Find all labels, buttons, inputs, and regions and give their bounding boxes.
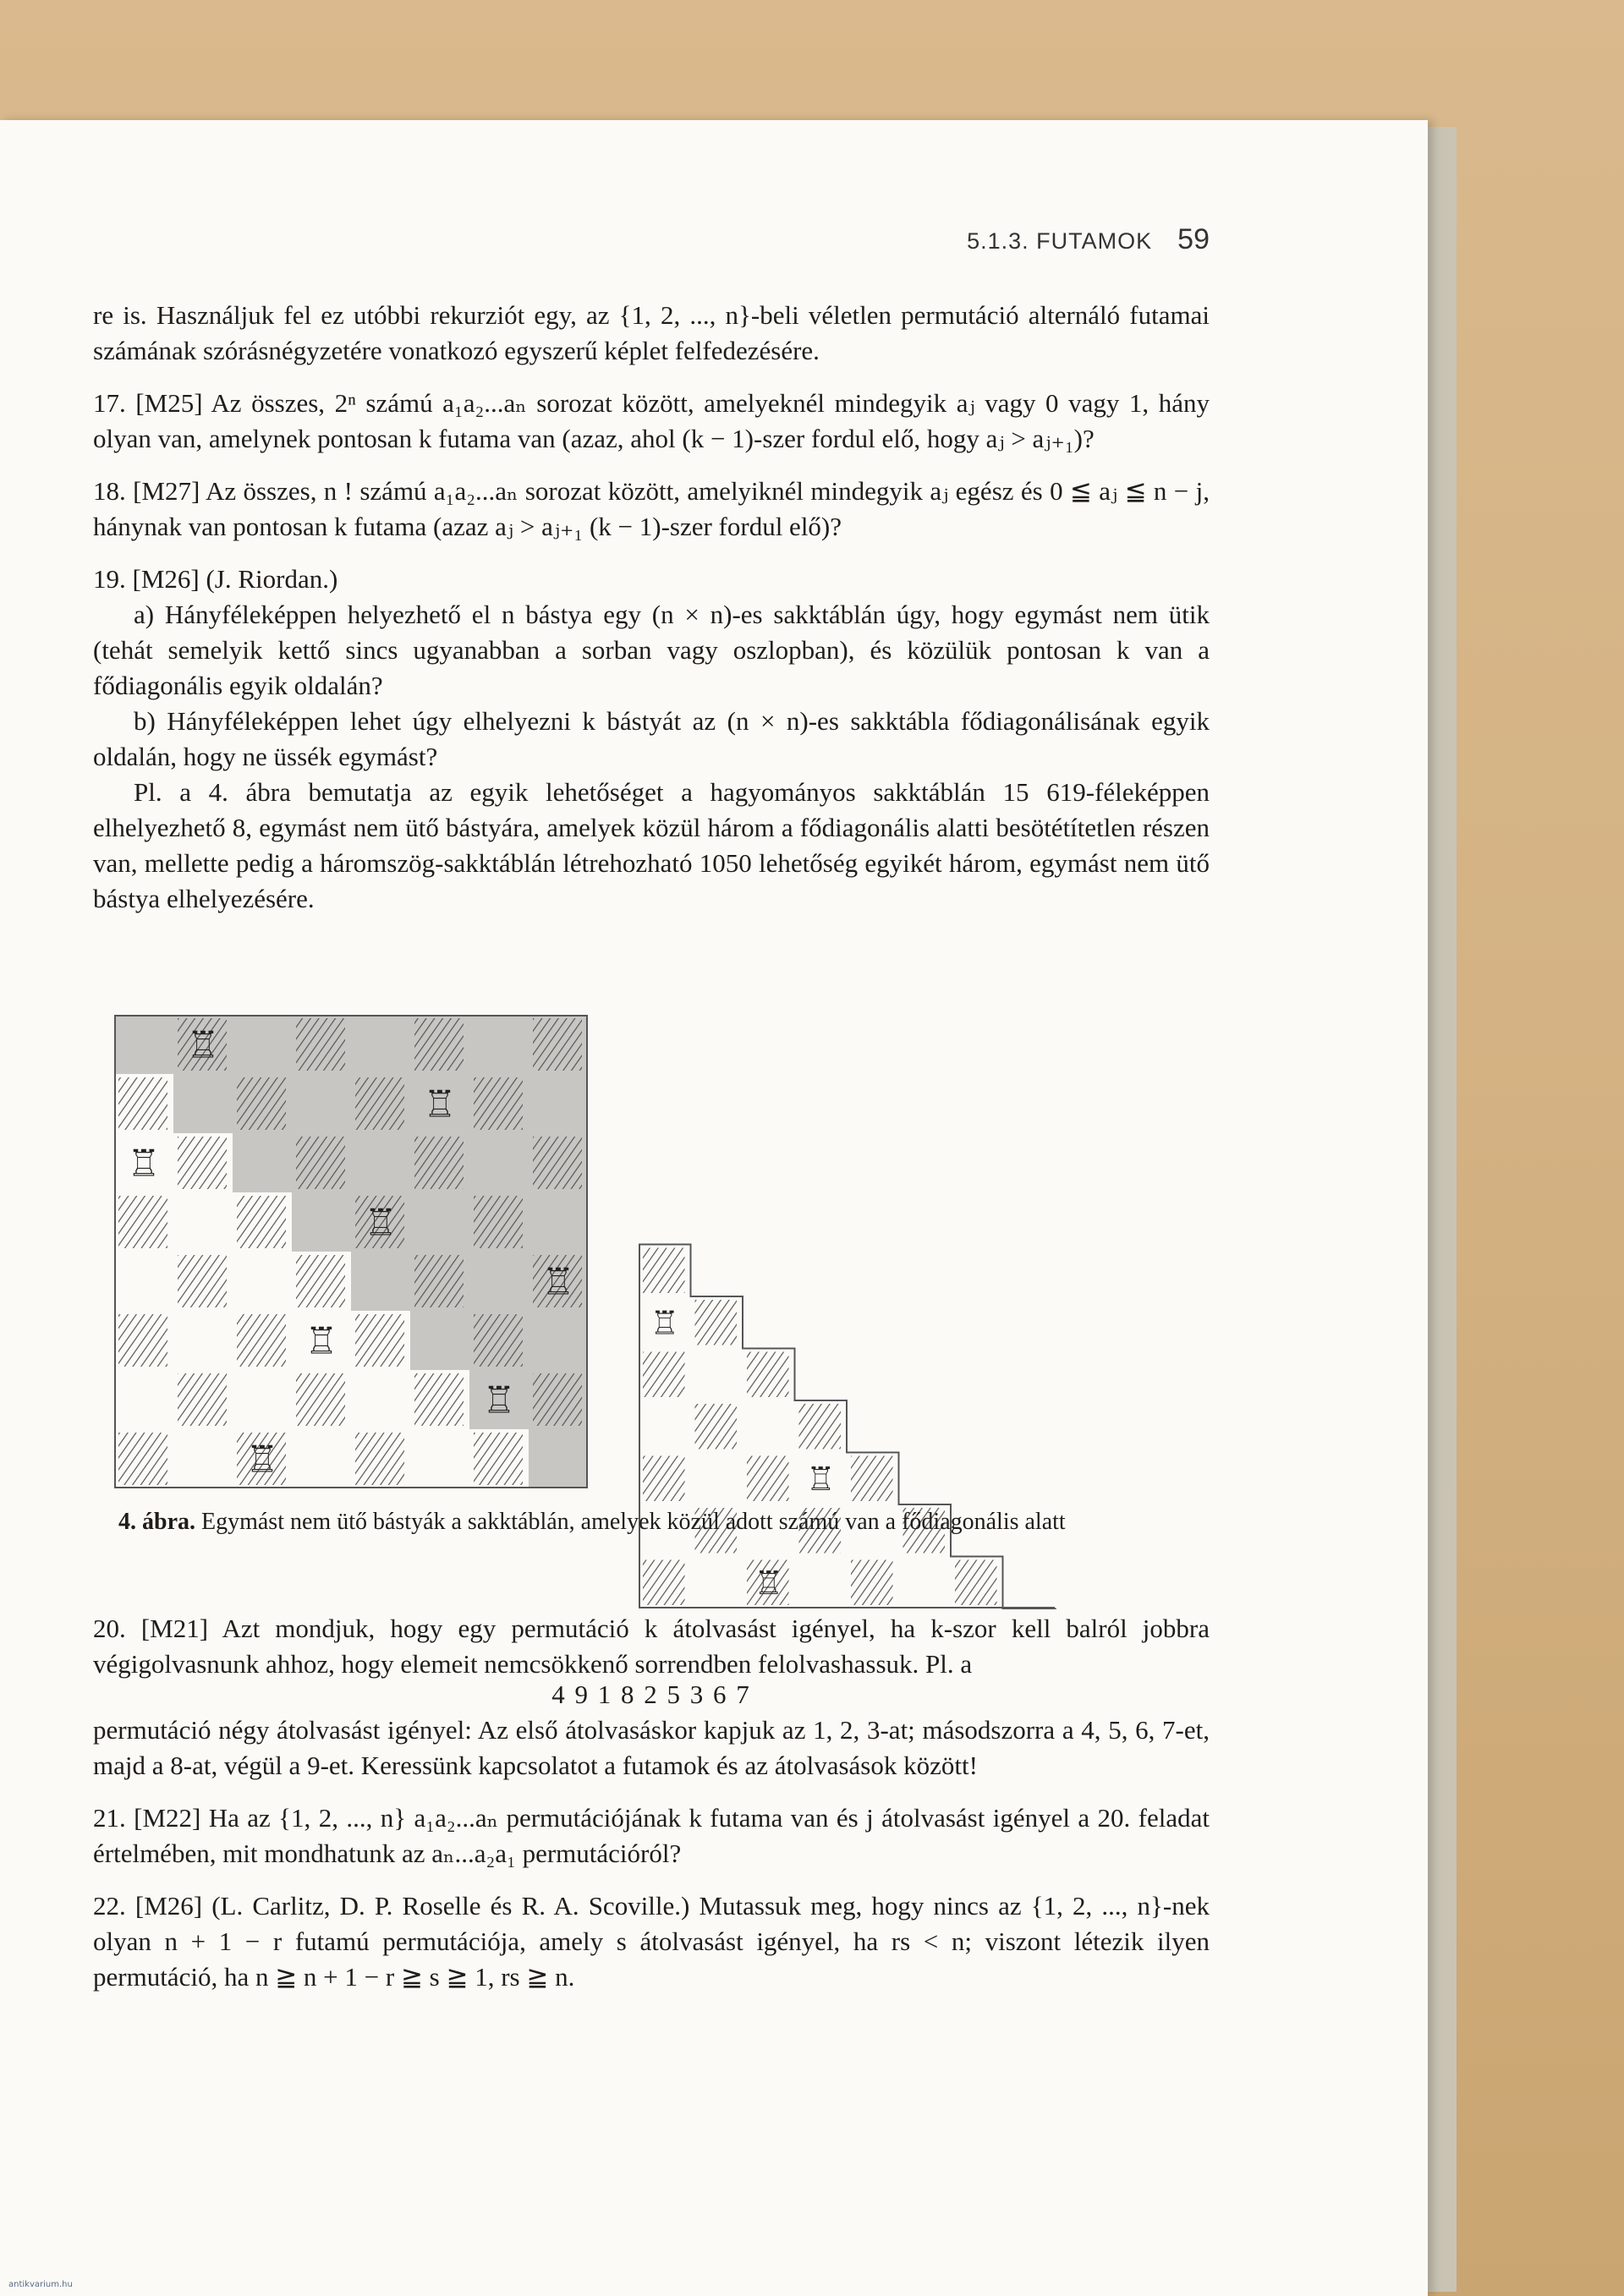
page-number: 59: [1177, 223, 1210, 255]
exercise-19-example: Pl. a 4. ábra bemutatja az egyik lehetőséget a hagyományos sakktáblán 15 619-féleképpen elhelyezhető 8, egymást nem ütő bástyára, amelyek közül három a fődiagonális alatti besötétítetlen részen van, mellette pedig a háromszög-sakktáblán létrehozható 1050 lehetőség egyikét három, egymást nem ütő bástya elhelyezésére.: [93, 777, 1210, 913]
rook-icon: ♖: [127, 1143, 161, 1186]
exercise-20-continued: permutáció négy átolvasást igényel: Az első átolvasáskor kapjuk az 1, 2, 3-at; másodszorra a 4, 5, 6, 7-et, majd a 8-at, végül a 9-et. Keressünk kapcsolatot a futamok és az átolvasások között!: [93, 1715, 1210, 1780]
rook-icon: ♖: [245, 1438, 279, 1482]
rook-icon: ♖: [482, 1379, 516, 1422]
full-chessboard: [114, 1015, 588, 1488]
rook-icon: ♖: [650, 1304, 679, 1342]
exercise-18: 18. [M27] Az összes, n ! számú a₁a₂...aₙ sorozat között, amelyiknél mindegyik aⱼ egész és 0 ≦ aⱼ ≦ n − j, hánynak van pontosan k futama (azaz aⱼ > aⱼ₊₁ (k − 1)-szer fordul elő)?: [93, 476, 1210, 541]
rook-icon: ♖: [364, 1202, 398, 1245]
figure-caption-text: Egymást nem ütő bástyák a sakktáblán, amelyek közül adott számú van a fődiagonális alatt: [201, 1509, 1066, 1535]
exercise-20: 20. [M21] Azt mondjuk, hogy egy permutáció k átolvasást igényel, ha k-szor kell balról jobbra végigolvasnunk ahhoz, hogy elemeit nemcsökkenő sorrendben felolvashassuk. Pl. a: [93, 1614, 1210, 1679]
exercise-19: 19. [M26] (J. Riordan.): [93, 564, 338, 594]
section-title: 5.1.3. FUTAMOK: [967, 228, 1153, 254]
exercise-17: 17. [M25] Az összes, 2ⁿ számú a₁a₂...aₙ sorozat között, amelyeknél mindegyik aⱼ vagy 0 vagy 1, hány olyan van, amelynek pontosan k futama van (azaz, ahol (k − 1)-szer fordul elő, hogy aⱼ > aⱼ₊₁)?: [93, 388, 1210, 453]
figure-caption: [118, 1507, 1091, 1537]
text-block-top: [93, 298, 1210, 917]
watermark: antikvarium.hu: [8, 2280, 73, 2289]
triangle-chessboard: [639, 1192, 1057, 1611]
book-page: [0, 120, 1428, 2296]
running-header: [967, 223, 1210, 256]
exercise-19b: b) Hányféleképpen lehet úgy elhelyezni k bástyát az (n × n)-es sakktábla fődiagonálisának egyik oldalán, hogy ne üssék egymást?: [93, 706, 1210, 771]
rook-icon: ♖: [186, 1024, 220, 1067]
intro-paragraph: re is. Használjuk fel ez utóbbi rekurziót egy, az {1, 2, ..., n}-beli véletlen permutáció alternáló futamai számának szórásnégyzetére vonatkozó egyszerű képlet felfedezésére.: [93, 300, 1210, 365]
exercise-22: 22. [M26] (L. Carlitz, D. P. Roselle és R. A. Scoville.) Mutassuk meg, hogy nincs az {1, 2, ..., n}-nek olyan n + 1 − r futamú permutációja, amely s átolvasást igényel, ha rs < n; viszont létezik ilyen permutáció, ha n ≧ n + 1 − r ≧ s ≧ 1, rs ≧ n.: [93, 1891, 1210, 1992]
text-block-bottom: [93, 1611, 1210, 1995]
rook-icon: ♖: [541, 1261, 575, 1304]
rook-icon: ♖: [806, 1460, 836, 1498]
exercise-19a: a) Hányféleképpen helyezhető el n bástya egy (n × n)-es sakktáblán úgy, hogy egymást nem ütik (tehát semelyik kettő sincs ugyanabban a sorban vagy oszlopban), és közülük pontosan k van a fődiagonális egyik oldalán?: [93, 600, 1210, 700]
rook-icon: ♖: [423, 1083, 457, 1126]
rook-icon: ♖: [754, 1564, 783, 1602]
figure-label: 4. ábra.: [118, 1509, 195, 1535]
rook-icon: ♖: [304, 1320, 338, 1363]
permutation-example: 4 9 1 8 2 5 3 6 7: [551, 1680, 751, 1709]
exercise-21: 21. [M22] Ha az {1, 2, ..., n} a₁a₂...aₙ permutációjának k futama van és j átolvasást igényel a 20. feladat értelmében, mit mondhatunk az aₙ...a₂a₁ permutációról?: [93, 1803, 1210, 1868]
